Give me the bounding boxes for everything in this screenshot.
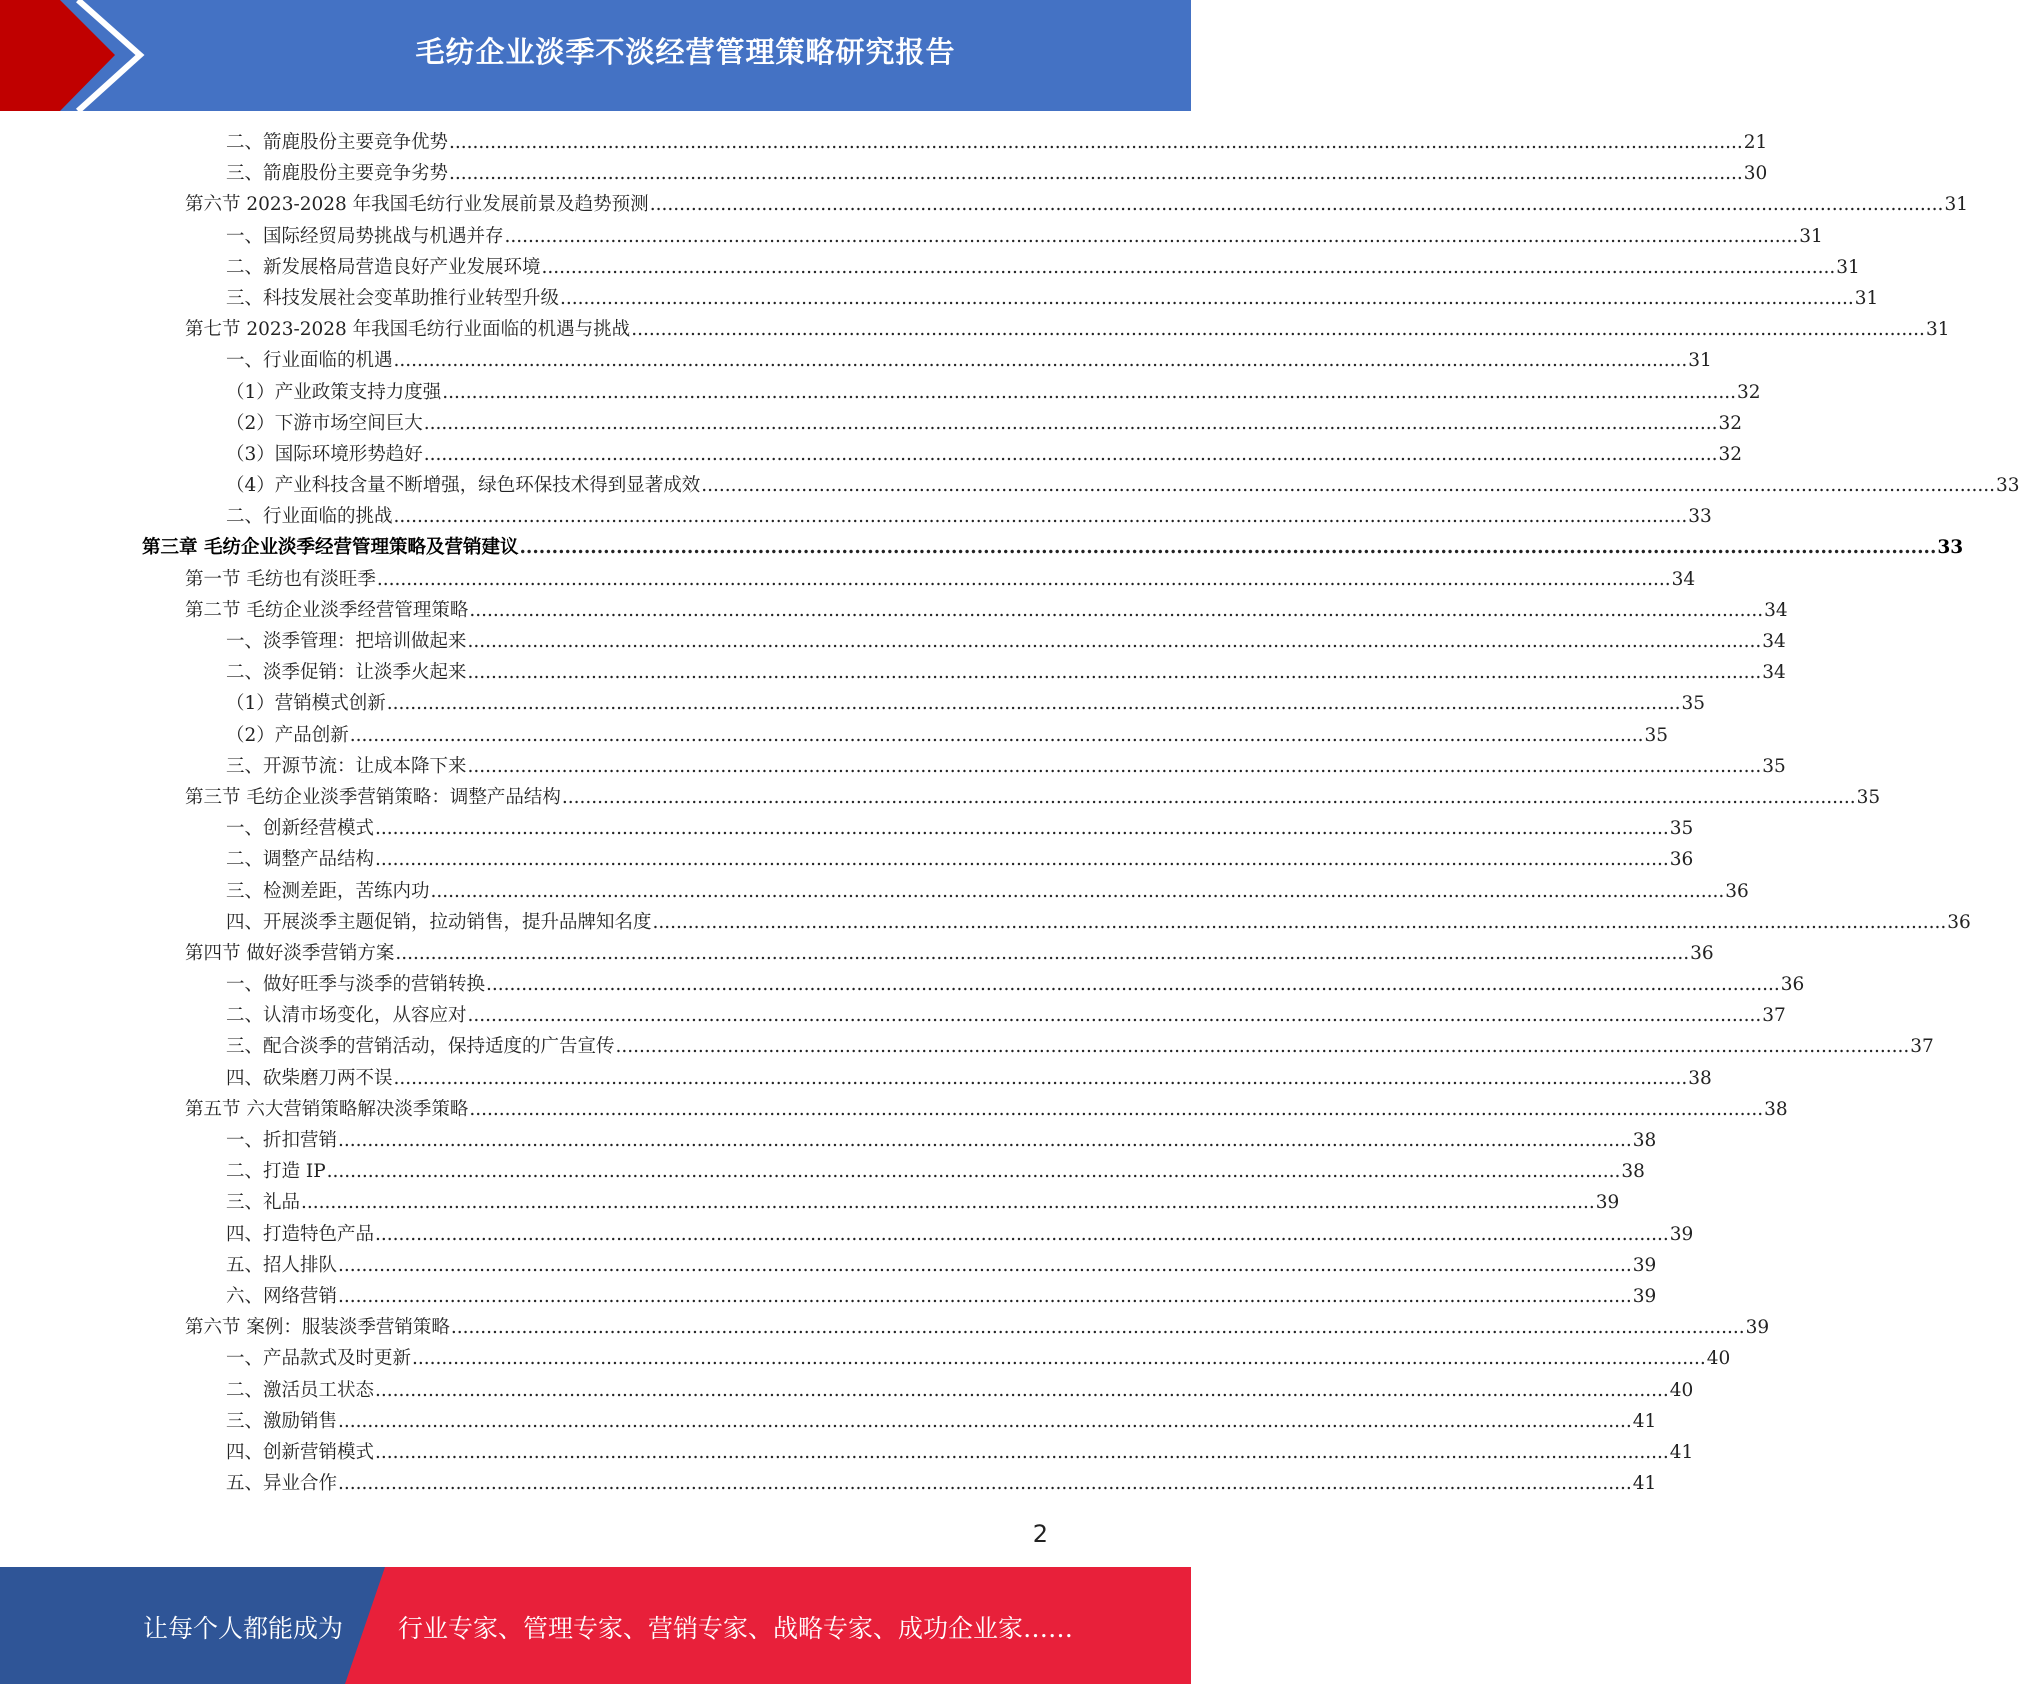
toc-entry-label: 六、网络营销 xyxy=(226,1285,338,1307)
toc-entry-label: 二、认清市场变化，从容应对 xyxy=(226,1005,467,1027)
toc-dot-leader: ............................................................................................................................................................................................................................ xyxy=(467,662,1762,684)
toc-entry-page: 40 xyxy=(1706,1348,1731,1370)
toc-subsection-entry[interactable] xyxy=(0,688,1706,719)
toc-dot-leader: ............................................................................................................................................................................................................................ xyxy=(450,1317,1745,1339)
toc-dot-leader: ............................................................................................................................................................................................................................ xyxy=(393,1067,1688,1089)
toc-section-entry[interactable] xyxy=(0,314,1950,345)
toc-dot-leader: ............................................................................................................................................................................................................................ xyxy=(375,849,1669,871)
toc-entry-label: 四、打造特色产品 xyxy=(226,1223,375,1245)
toc-subsection-entry[interactable] xyxy=(0,1125,1657,1156)
toc-subsection-entry[interactable] xyxy=(0,1187,1620,1218)
toc-dot-leader: ............................................................................................................................................................................................................................ xyxy=(375,818,1669,840)
toc-section-entry[interactable] xyxy=(0,1312,1770,1343)
toc-dot-leader: ............................................................................................................................................................................................................................ xyxy=(519,537,1937,559)
toc-subsection-entry[interactable] xyxy=(0,1406,1657,1437)
toc-dot-leader: ............................................................................................................................................................................................................................ xyxy=(376,568,1671,590)
toc-subsection-entry[interactable] xyxy=(0,1000,1786,1031)
toc-entry-label: 一、行业面临的机遇 xyxy=(226,350,393,372)
toc-entry-page: 36 xyxy=(1690,942,1714,964)
toc-entry-label: 第一节 毛纺也有淡旺季 xyxy=(185,568,376,590)
toc-entry-page: 32 xyxy=(1718,443,1743,465)
toc-subsection-entry[interactable] xyxy=(0,876,1749,907)
toc-subsection-entry[interactable] xyxy=(0,345,1712,376)
toc-entry-label: 一、折扣营销 xyxy=(226,1130,338,1151)
toc-entry-page: 40 xyxy=(1669,1379,1694,1401)
header-arrow-shape xyxy=(0,0,160,111)
toc-entry-page: 36 xyxy=(1780,974,1805,996)
toc-dot-leader: ............................................................................................................................................................................................................................ xyxy=(560,287,1854,309)
toc-entry-label: 一、创新经营模式 xyxy=(226,818,375,840)
toc-dot-leader: ............................................................................................................................................................................................................................ xyxy=(395,942,1690,964)
toc-subsection-entry[interactable] xyxy=(0,657,1786,688)
toc-entry-page: 39 xyxy=(1632,1254,1657,1276)
footer-slogan-right: 行业专家、管理专家、营销专家、战略专家、成功企业家…… xyxy=(398,1614,1074,1643)
toc-entry-page: 38 xyxy=(1621,1161,1645,1183)
toc-entry-label: （1）产业政策支持力度强 xyxy=(226,381,442,403)
toc-entry-label: （2）产品创新 xyxy=(226,724,349,746)
toc-entry-label: 一、产品款式及时更新 xyxy=(226,1348,412,1370)
toc-dot-leader: ............................................................................................................................................................................................................................ xyxy=(615,1036,1910,1058)
toc-entry-label: 二、新发展格局营造良好产业发展环境 xyxy=(226,256,541,278)
toc-dot-leader: ............................................................................................................................................................................................................................ xyxy=(442,381,1737,403)
toc-entry-page: 38 xyxy=(1764,1098,1788,1120)
table-of-contents xyxy=(0,127,2020,1499)
toc-entry-label: 三、激励销售 xyxy=(226,1410,338,1432)
toc-entry-label: 第七节 2023-2028 年我国毛纺行业面临的机遇与挑战 xyxy=(185,319,631,341)
toc-dot-leader: ............................................................................................................................................................................................................................ xyxy=(375,1441,1669,1463)
toc-entry-label: 四、开展淡季主题促销，拉动销售，提升品牌知名度 xyxy=(226,911,652,933)
toc-entry-page: 37 xyxy=(1910,1036,1934,1058)
toc-subsection-entry[interactable] xyxy=(0,501,1712,532)
toc-entry-label: （4）产业科技含量不断增强，绿色环保技术得到显著成效 xyxy=(226,475,701,497)
toc-entry-label: 第二节 毛纺企业淡季经营管理策略 xyxy=(185,599,469,621)
toc-entry-label: 三、检测差距，苦练内功 xyxy=(226,880,430,902)
toc-dot-leader: ............................................................................................................................................................................................................................ xyxy=(541,256,1836,278)
toc-subsection-entry[interactable] xyxy=(0,221,1823,252)
page-number: 2 xyxy=(1032,1520,1048,1548)
toc-entry-label: 二、打造 IP xyxy=(226,1161,326,1183)
toc-dot-leader: ............................................................................................................................................................................................................................ xyxy=(449,163,1743,185)
toc-dot-leader: ............................................................................................................................................................................................................................ xyxy=(338,1254,1632,1276)
toc-section-entry[interactable] xyxy=(0,1094,1788,1125)
toc-dot-leader: ............................................................................................................................................................................................................................ xyxy=(338,1410,1632,1432)
toc-dot-leader: ............................................................................................................................................................................................................................ xyxy=(649,194,1944,216)
toc-entry-label: 一、国际经贸局势挑战与机遇并存 xyxy=(226,225,504,247)
toc-entry-page: 33 xyxy=(1996,475,2020,497)
toc-entry-page: 31 xyxy=(1944,194,1968,216)
toc-subsection-entry[interactable] xyxy=(0,127,1768,158)
toc-entry-label: 三、箭鹿股份主要竞争劣势 xyxy=(226,163,449,185)
toc-entry-page: 34 xyxy=(1762,662,1786,684)
footer-slogan-left: 让每个人都能成为 xyxy=(143,1614,344,1643)
toc-entry-label: 二、淡季促销：让淡季火起来 xyxy=(226,662,467,684)
toc-dot-leader: ............................................................................................................................................................................................................................ xyxy=(338,1285,1632,1307)
toc-subsection-entry[interactable] xyxy=(0,1031,1934,1062)
toc-entry-page: 41 xyxy=(1632,1410,1657,1432)
toc-dot-leader: ............................................................................................................................................................................................................................ xyxy=(326,1161,1621,1183)
toc-entry-label: 第三节 毛纺企业淡季营销策略：调整产品结构 xyxy=(185,786,561,808)
toc-dot-leader: ............................................................................................................................................................................................................................ xyxy=(430,880,1725,902)
toc-entry-page: 31 xyxy=(1925,319,1950,341)
toc-dot-leader: ............................................................................................................................................................................................................................ xyxy=(349,724,1644,746)
toc-subsection-entry[interactable] xyxy=(0,1343,1731,1374)
toc-entry-page: 39 xyxy=(1669,1223,1694,1245)
toc-dot-leader: ............................................................................................................................................................................................................................ xyxy=(375,1223,1669,1245)
toc-entry-label: 四、砍柴磨刀两不误 xyxy=(226,1067,393,1089)
toc-entry-page: 35 xyxy=(1856,786,1881,808)
toc-entry-page: 37 xyxy=(1762,1005,1786,1027)
toc-entry-label: 三、开源节流：让成本降下来 xyxy=(226,755,467,777)
toc-entry-label: 一、淡季管理：把培训做起来 xyxy=(226,631,467,652)
toc-dot-leader: ............................................................................................................................................................................................................................ xyxy=(393,350,1688,372)
toc-subsection-entry[interactable] xyxy=(0,1219,1694,1250)
toc-entry-page: 36 xyxy=(1669,849,1694,871)
toc-entry-label: （1）营销模式创新 xyxy=(226,693,386,715)
toc-entry-label: 第六节 2023-2028 年我国毛纺行业发展前景及趋势预测 xyxy=(185,194,649,216)
toc-dot-leader: ............................................................................................................................................................................................................................ xyxy=(467,631,1762,652)
toc-entry-label: 四、创新营销模式 xyxy=(226,1441,375,1463)
toc-entry-page: 31 xyxy=(1688,350,1712,372)
toc-entry-page: 35 xyxy=(1681,693,1706,715)
toc-entry-label: 第四节 做好淡季营销方案 xyxy=(185,942,395,964)
toc-subsection-entry[interactable] xyxy=(0,470,2020,501)
toc-entry-page: 41 xyxy=(1669,1441,1694,1463)
toc-subsection-entry[interactable] xyxy=(0,1468,1657,1499)
page-header xyxy=(0,0,1191,111)
toc-dot-leader: ............................................................................................................................................................................................................................ xyxy=(469,599,1764,621)
toc-section-entry[interactable] xyxy=(0,782,1881,813)
toc-dot-leader: ............................................................................................................................................................................................................................ xyxy=(504,225,1799,247)
toc-entry-page: 31 xyxy=(1836,256,1860,278)
toc-subsection-entry[interactable] xyxy=(0,626,1786,657)
toc-dot-leader: ............................................................................................................................................................................................................................ xyxy=(701,475,1996,497)
toc-entry-page: 33 xyxy=(1688,506,1712,528)
toc-subsection-entry[interactable] xyxy=(0,751,1786,782)
toc-chapter-entry[interactable] xyxy=(0,532,1964,563)
toc-dot-leader: ............................................................................................................................................................................................................................ xyxy=(375,1379,1669,1401)
toc-entry-page: 38 xyxy=(1632,1130,1657,1151)
toc-subsection-entry[interactable] xyxy=(0,252,1860,283)
toc-dot-leader: ............................................................................................................................................................................................................................ xyxy=(486,974,1780,996)
toc-dot-leader: ............................................................................................................................................................................................................................ xyxy=(386,693,1681,715)
toc-subsection-entry[interactable] xyxy=(0,1375,1694,1406)
toc-subsection-entry[interactable] xyxy=(0,1156,1645,1187)
toc-entry-label: 三、科技发展社会变革助推行业转型升级 xyxy=(226,287,560,309)
toc-entry-page: 41 xyxy=(1632,1473,1657,1495)
toc-subsection-entry[interactable] xyxy=(0,969,1805,1000)
toc-entry-page: 32 xyxy=(1718,412,1743,434)
toc-entry-label: 一、做好旺季与淡季的营销转换 xyxy=(226,974,486,996)
toc-subsection-entry[interactable] xyxy=(0,1437,1694,1468)
toc-entry-page: 35 xyxy=(1669,818,1694,840)
toc-entry-label: 五、异业合作 xyxy=(226,1473,338,1495)
toc-entry-page: 33 xyxy=(1937,537,1964,559)
toc-subsection-entry[interactable] xyxy=(0,283,1879,314)
toc-entry-page: 35 xyxy=(1762,755,1786,777)
toc-dot-leader: ............................................................................................................................................................................................................................ xyxy=(631,319,1925,341)
toc-entry-page: 34 xyxy=(1762,631,1786,652)
toc-entry-label: （2）下游市场空间巨大 xyxy=(226,412,423,434)
toc-subsection-entry[interactable] xyxy=(0,377,1761,408)
toc-entry-label: 三、配合淡季的营销活动，保持适度的广告宣传 xyxy=(226,1036,615,1058)
toc-entry-page: 38 xyxy=(1688,1067,1712,1089)
toc-entry-page: 36 xyxy=(1947,911,1971,933)
toc-dot-leader: ............................................................................................................................................................................................................................ xyxy=(393,506,1688,528)
toc-entry-page: 39 xyxy=(1745,1317,1770,1339)
toc-entry-label: 第三章 毛纺企业淡季经营管理策略及营销建议 xyxy=(142,537,519,559)
toc-dot-leader: ............................................................................................................................................................................................................................ xyxy=(469,1098,1764,1120)
toc-entry-page: 39 xyxy=(1632,1285,1657,1307)
toc-dot-leader: ............................................................................................................................................................................................................................ xyxy=(301,1192,1595,1214)
toc-entry-page: 34 xyxy=(1671,568,1696,590)
toc-dot-leader: ............................................................................................................................................................................................................................ xyxy=(652,911,1947,933)
toc-subsection-entry[interactable] xyxy=(0,408,1743,439)
toc-subsection-entry[interactable] xyxy=(0,907,1971,938)
toc-entry-label: 二、激活员工状态 xyxy=(226,1379,375,1401)
toc-entry-label: 第六节 案例：服装淡季营销策略 xyxy=(185,1317,450,1339)
toc-dot-leader: ............................................................................................................................................................................................................................ xyxy=(423,412,1718,434)
toc-subsection-entry[interactable] xyxy=(0,1063,1712,1094)
toc-subsection-entry[interactable] xyxy=(0,720,1669,751)
toc-entry-page: 34 xyxy=(1764,599,1788,621)
toc-entry-page: 35 xyxy=(1644,724,1669,746)
toc-entry-label: 三、礼品 xyxy=(226,1192,301,1214)
toc-entry-label: 二、箭鹿股份主要竞争优势 xyxy=(226,132,449,153)
page-footer xyxy=(0,1567,1191,1684)
toc-entry-page: 30 xyxy=(1743,163,1768,185)
toc-subsection-entry[interactable] xyxy=(0,1250,1657,1281)
toc-section-entry[interactable] xyxy=(0,189,1968,220)
toc-entry-label: 第五节 六大营销策略解决淡季策略 xyxy=(185,1098,469,1120)
toc-dot-leader: ............................................................................................................................................................................................................................ xyxy=(561,786,1856,808)
toc-entry-page: 21 xyxy=(1743,132,1768,153)
toc-subsection-entry[interactable] xyxy=(0,158,1768,189)
toc-entry-page: 31 xyxy=(1799,225,1823,247)
toc-entry-label: 二、行业面临的挑战 xyxy=(226,506,393,528)
toc-entry-page: 32 xyxy=(1737,381,1761,403)
toc-dot-leader: ............................................................................................................................................................................................................................ xyxy=(449,132,1743,153)
toc-subsection-entry[interactable] xyxy=(0,1281,1657,1312)
report-title: 毛纺企业淡季不淡经营管理策略研究报告 xyxy=(415,35,956,69)
toc-entry-label: 二、调整产品结构 xyxy=(226,849,375,871)
toc-subsection-entry[interactable] xyxy=(0,813,1694,844)
toc-dot-leader: ............................................................................................................................................................................................................................ xyxy=(423,443,1718,465)
toc-subsection-entry[interactable] xyxy=(0,844,1694,875)
toc-dot-leader: ............................................................................................................................................................................................................................ xyxy=(467,755,1762,777)
toc-entry-label: （3）国际环境形势趋好 xyxy=(226,443,423,465)
toc-dot-leader: ............................................................................................................................................................................................................................ xyxy=(467,1005,1762,1027)
toc-section-entry[interactable] xyxy=(0,564,1696,595)
toc-section-entry[interactable] xyxy=(0,595,1788,626)
toc-entry-page: 31 xyxy=(1854,287,1879,309)
toc-entry-page: 36 xyxy=(1725,880,1749,902)
toc-dot-leader: ............................................................................................................................................................................................................................ xyxy=(412,1348,1706,1370)
toc-entry-label: 五、招人排队 xyxy=(226,1254,338,1276)
toc-entry-page: 39 xyxy=(1595,1192,1620,1214)
toc-dot-leader: ............................................................................................................................................................................................................................ xyxy=(338,1473,1632,1495)
toc-subsection-entry[interactable] xyxy=(0,439,1743,470)
toc-dot-leader: ............................................................................................................................................................................................................................ xyxy=(338,1130,1632,1151)
toc-section-entry[interactable] xyxy=(0,938,1714,969)
